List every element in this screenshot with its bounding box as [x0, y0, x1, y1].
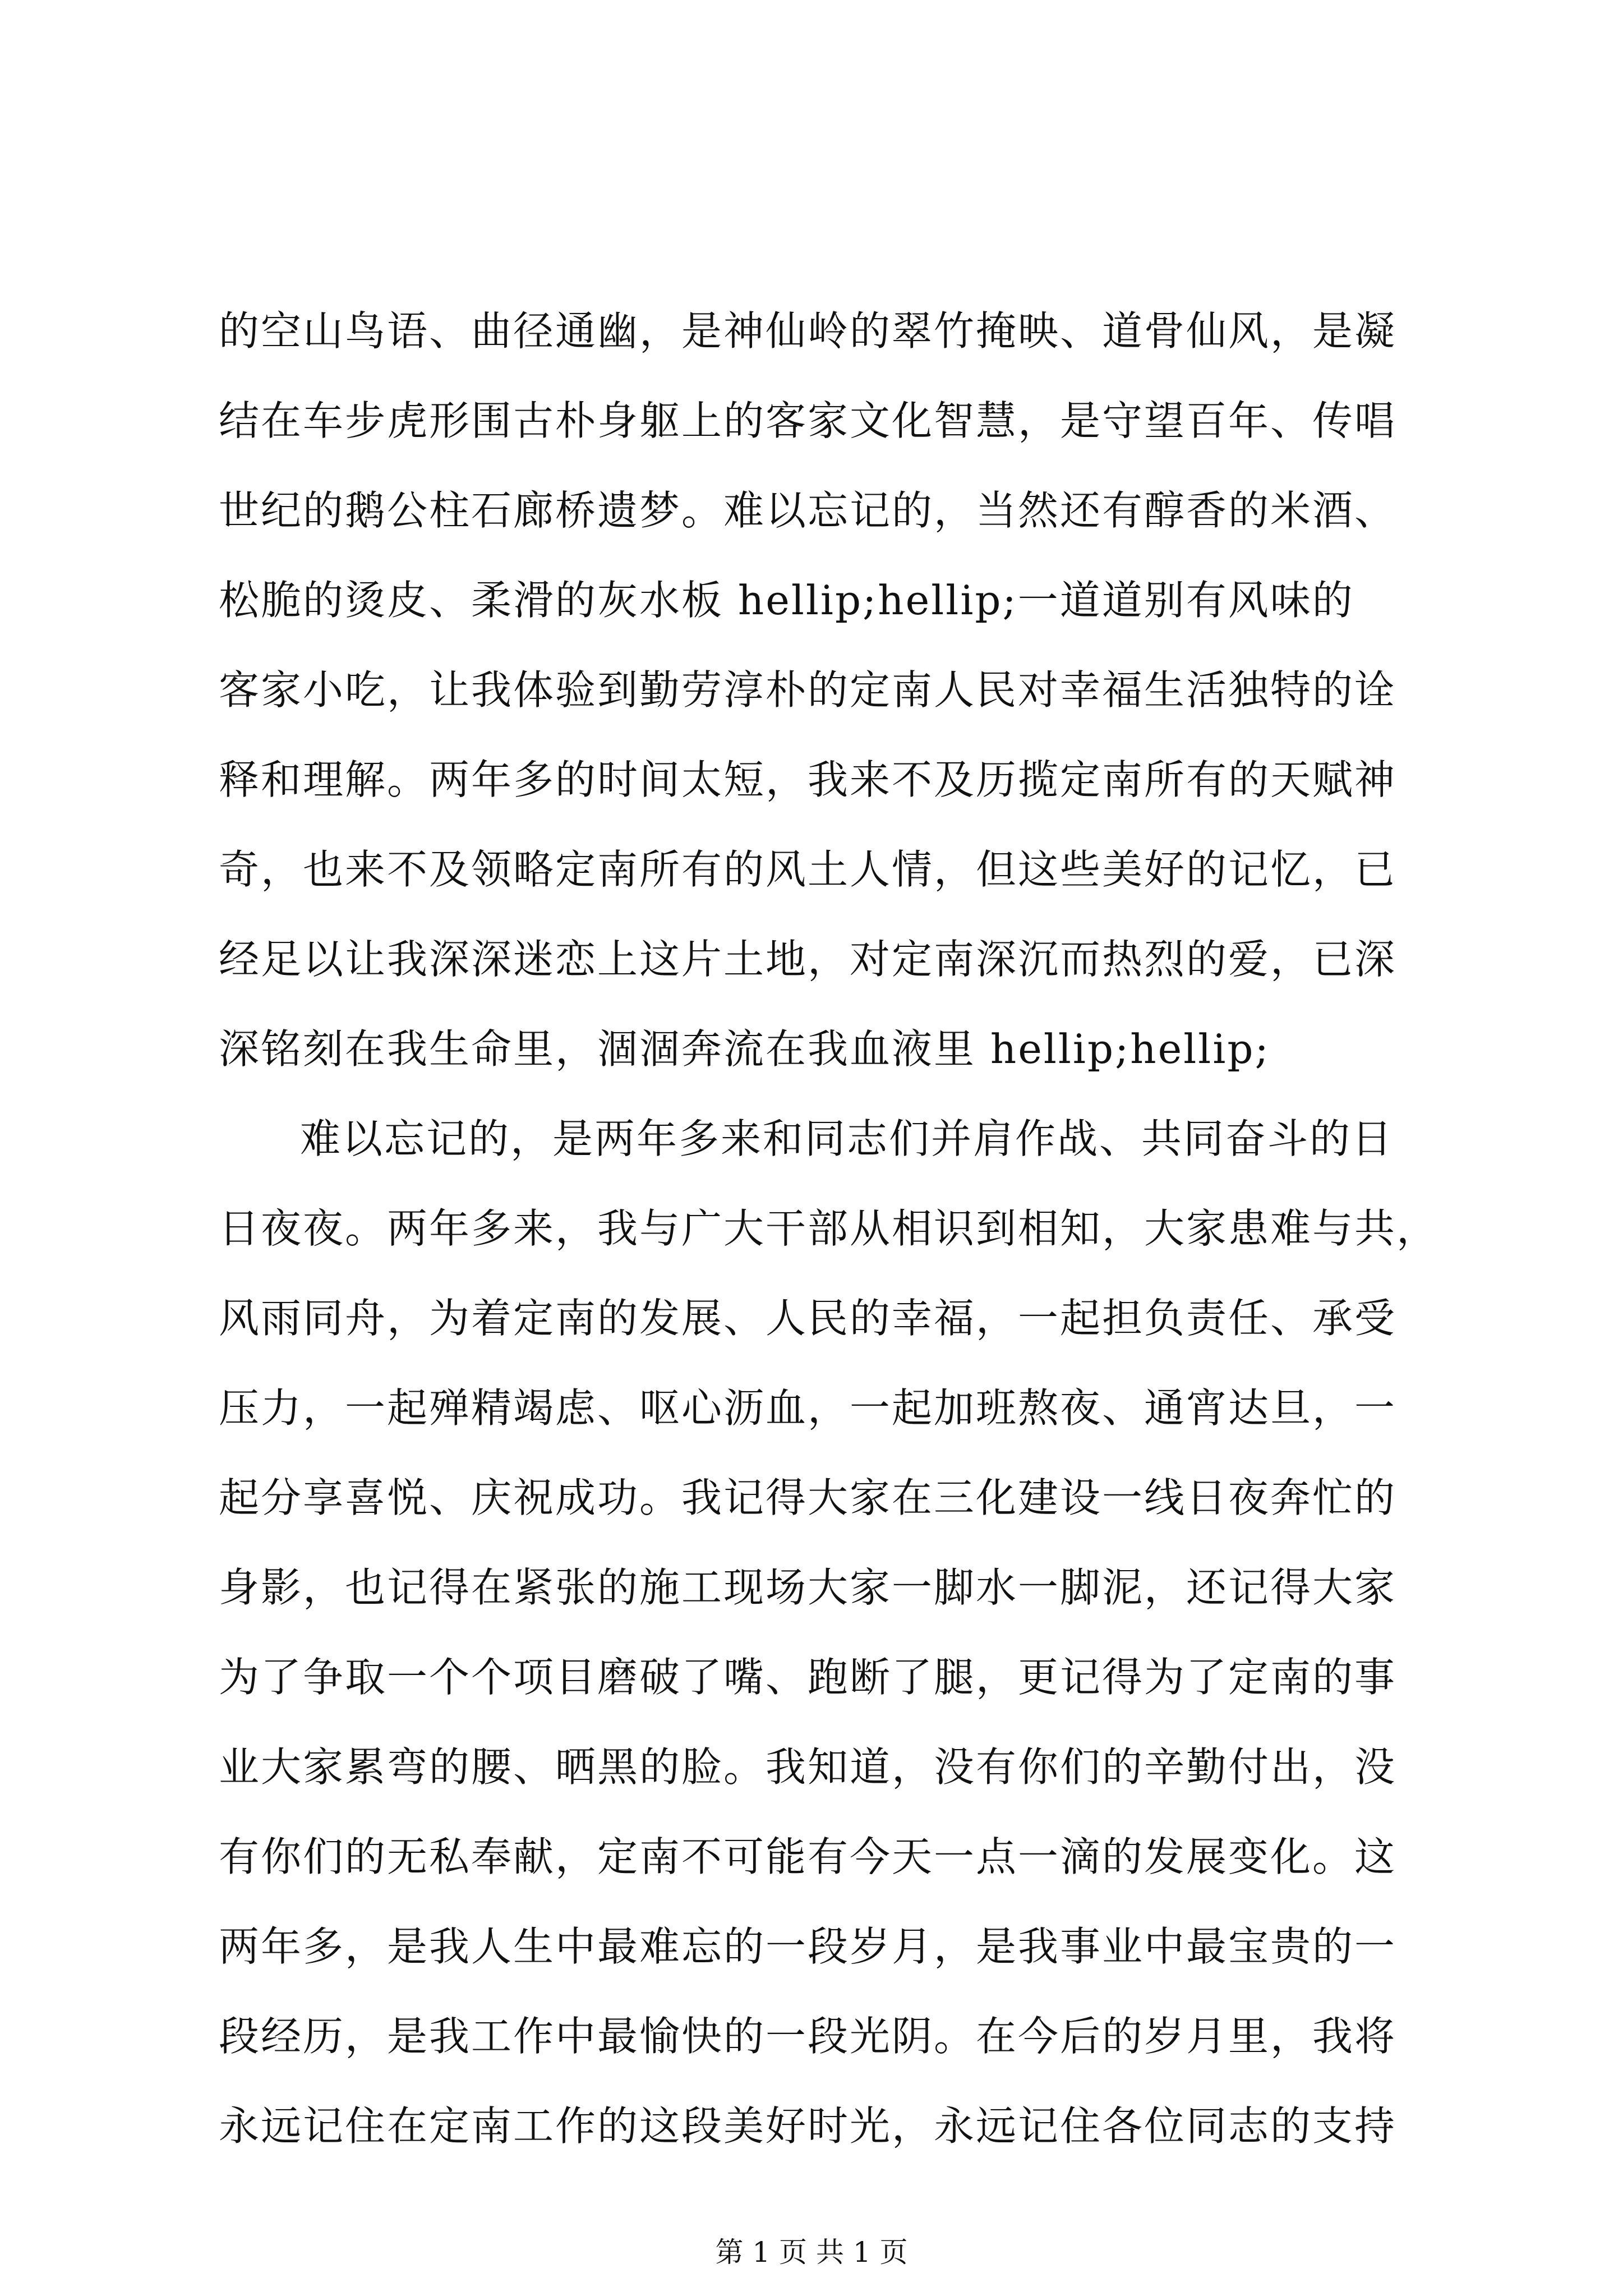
text-line: 深铭刻在我生命里，涸涸奔流在我血液里 hellip;hellip;	[219, 1025, 1270, 1073]
text-line: 释和理解。两年多的时间太短，我来不及历揽定南所有的天赋神	[219, 756, 1397, 803]
text-line: 松脆的烫皮、柔滑的灰水板 hellip;hellip;一道道别有风味的	[219, 577, 1354, 624]
text-line: 有你们的无私奉献，定南不可能有今天一点一滴的发展变化。这	[219, 1833, 1397, 1880]
text-line: 段经历，是我工作中最愉快的一段光阴。在今后的岁月里，我将	[219, 2013, 1397, 2060]
text-line: 风雨同舟，为着定南的发展、人民的幸福，一起担负责任、承受	[219, 1295, 1397, 1342]
text-line: 结在车步虎形围古朴身躯上的客家文化智慧，是守望百年、传唱	[219, 397, 1397, 444]
text-line: 日夜夜。两年多来，我与广大干部从相识到相知，大家患难与共，	[219, 1205, 1439, 1252]
text-line: 的空山鸟语、曲径通幽，是神仙岭的翠竹掩映、道骨仙风，是凝	[219, 307, 1397, 355]
text-line: 业大家累弯的腰、晒黑的脸。我知道，没有你们的辛勤付出，没	[219, 1743, 1397, 1791]
text-line: 起分享喜悦、庆祝成功。我记得大家在三化建设一线日夜奔忙的	[219, 1474, 1397, 1521]
text-line: 经足以让我深深迷恋上这片土地，对定南深沉而热烈的爱，已深	[219, 936, 1397, 983]
text-line: 身影，也记得在紧张的施工现场大家一脚水一脚泥，还记得大家	[219, 1564, 1397, 1611]
text-line: 世纪的鹅公柱石廊桥遗梦。难以忘记的，当然还有醇香的米酒、	[219, 487, 1397, 534]
text-line: 奇，也来不及领略定南所有的风土人情，但这些美好的记忆，已	[219, 846, 1397, 893]
text-line: 为了争取一个个项目磨破了嘴、跑断了腿，更记得为了定南的事	[219, 1654, 1397, 1701]
text-line: 永远记住在定南工作的这段美好时光，永远记住各位同志的支持	[219, 2102, 1397, 2150]
paragraph-first-line: 难以忘记的，是两年多来和同志们并肩作战、共同奋斗的日	[300, 1115, 1394, 1162]
page-footer: 第 1 页 共 1 页	[715, 2236, 908, 2269]
text-line: 两年多，是我人生中最难忘的一段岁月，是我事业中最宝贵的一	[219, 1923, 1397, 1970]
text-line: 压力，一起殚精竭虑、呕心沥血，一起加班熬夜、通宵达旦，一	[219, 1384, 1397, 1432]
text-line: 客家小吃，让我体验到勤劳淳朴的定南人民对幸福生活独特的诠	[219, 666, 1397, 714]
